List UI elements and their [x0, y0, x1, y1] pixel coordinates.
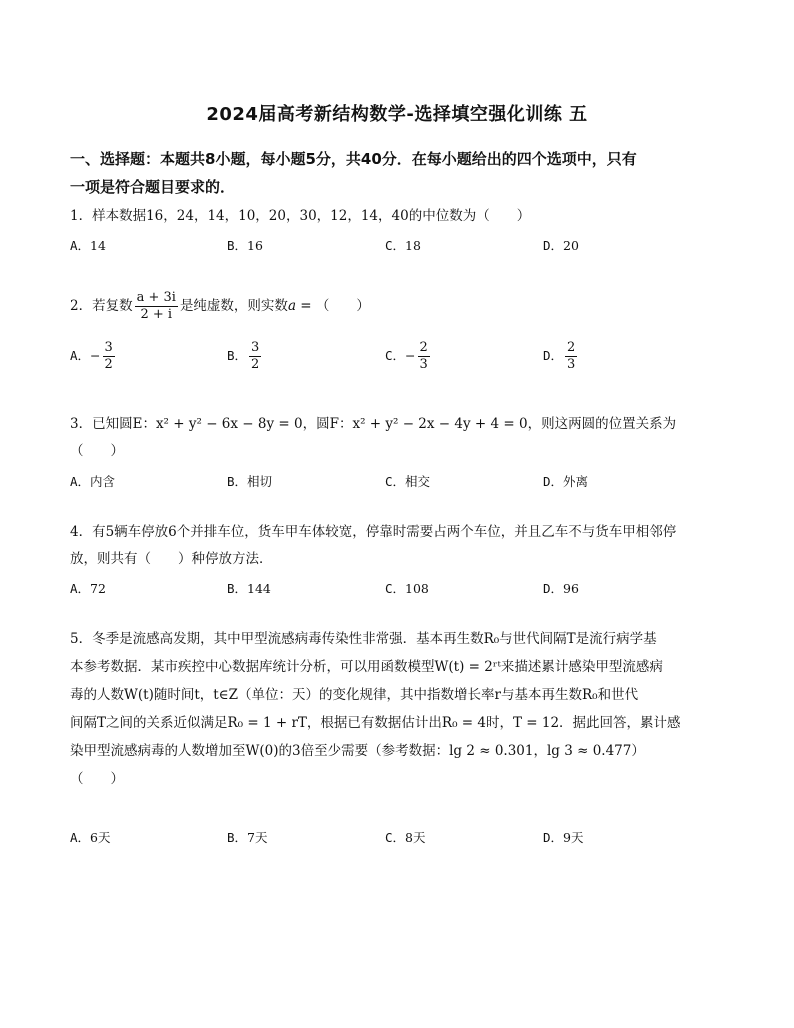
option-text: 72	[90, 581, 106, 596]
section-heading-line-1: 一、选择题：本题共8小题，每小题5分，共40分．在每小题给出的四个选项中，只有	[70, 150, 637, 168]
q5-option-a	[70, 828, 110, 846]
question-3-line-2: （ ）	[70, 443, 124, 459]
option-text: 20	[563, 238, 579, 253]
q4-option-b	[227, 579, 271, 597]
q3-option-c	[385, 472, 430, 490]
q3-option-b	[227, 472, 272, 490]
option-text: 18	[405, 238, 421, 253]
page-title: 2024届高考新结构数学-选择填空强化训练 五	[206, 104, 588, 125]
option-label: D．	[543, 348, 564, 363]
option-label: A．	[70, 581, 91, 596]
option-denominator: 3	[419, 357, 428, 372]
option-numerator: 2	[567, 340, 576, 355]
option-text: 7天	[247, 830, 268, 845]
question-1-stem	[70, 203, 730, 230]
section-heading-line-2: 一项是符合题目要求的．	[70, 178, 236, 196]
option-sign: −	[90, 348, 101, 363]
option-label: D．	[543, 238, 564, 253]
question-3-stem	[70, 411, 730, 465]
question-5-line-5: 染甲型流感病毒的人数增加至W(0)的3倍至少需要（参考数据：lg 2 ≈ 0.301，lg 3 ≈ 0.477）	[70, 743, 645, 759]
option-denominator: 3	[567, 357, 576, 372]
q1-option-a	[70, 236, 106, 254]
option-label: C．	[385, 238, 406, 253]
question-1-options	[70, 236, 730, 266]
q2-fraction	[135, 290, 178, 323]
q1-option-c	[385, 236, 421, 254]
option-denominator: 2	[251, 357, 260, 372]
option-numerator: 3	[251, 340, 260, 355]
option-text: 14	[90, 238, 106, 253]
q2-fraction-numerator: a + 3i	[136, 290, 176, 305]
option-label: C．	[385, 474, 406, 489]
option-text: 108	[405, 581, 429, 596]
q2-fraction-denominator: 2 + i	[140, 307, 173, 322]
question-4-options	[70, 579, 730, 609]
q2-prefix: 2．若复数	[70, 298, 133, 314]
option-text: 内含	[90, 474, 116, 489]
question-5-line-2: 本参考数据．某市疾控中心数据库统计分析，可以用函数模型W(t) = 2ʳᵗ来描述累计感染甲型流感病	[70, 659, 663, 675]
q2-option-a	[70, 340, 117, 373]
q2-variable: a	[287, 298, 296, 314]
q4-option-c	[385, 579, 429, 597]
option-numerator: 2	[419, 340, 428, 355]
option-label: B．	[227, 830, 248, 845]
option-label: D．	[543, 830, 564, 845]
option-label: B．	[227, 348, 248, 363]
question-2-text	[70, 290, 730, 323]
q5-option-c	[385, 828, 425, 846]
question-2-stem	[70, 290, 730, 323]
question-5-options	[70, 828, 730, 858]
question-5-line-3: 毒的人数W(t)随时间t，t∈Z（单位：天）的变化规律，其中指数增长率r与基本再生数R₀和世代	[70, 687, 639, 703]
option-text: 相切	[247, 474, 273, 489]
option-text: 6天	[90, 830, 111, 845]
option-fraction	[418, 340, 430, 373]
option-label: A．	[70, 830, 91, 845]
q1-option-d	[543, 236, 579, 254]
option-label: A．	[70, 238, 91, 253]
option-text: 9天	[563, 830, 584, 845]
option-numerator: 3	[104, 340, 113, 355]
option-denominator: 2	[104, 357, 113, 372]
option-text: 144	[247, 581, 271, 596]
option-sign: −	[405, 348, 416, 363]
question-5-line-6: （ ）	[70, 771, 124, 787]
q5-option-b	[227, 828, 267, 846]
q2-middle: 是纯虚数，则实数	[179, 298, 288, 314]
option-label: C．	[385, 348, 406, 363]
question-4-line-1: 4．有5辆车停放6个并排车位，货车甲车体较宽，停靠时需要占两个车位，并且乙车不与货车甲相邻停	[70, 524, 677, 540]
q4-option-d	[543, 579, 579, 597]
option-text: 16	[247, 238, 263, 253]
question-5-line-1: 5．冬季是流感高发期，其中甲型流感病毒传染性非常强．基本再生数R₀与世代间隔T是流行病学基	[70, 631, 657, 647]
option-label: C．	[385, 581, 406, 596]
option-fraction	[565, 340, 577, 373]
option-fraction	[249, 340, 261, 373]
question-1-text: 1．样本数据16，24，14，10，20，30，12，14，40的中位数为（ ）	[70, 208, 531, 224]
question-5-stem	[70, 625, 730, 793]
option-label: B．	[227, 238, 248, 253]
q3-option-a	[70, 472, 115, 490]
question-3-options	[70, 472, 730, 502]
question-3-line-1: 3．已知圆E：x² + y² − 6x − 8y = 0，圆F：x² + y² − 2x − 4y + 4 = 0，则这两圆的位置关系为	[70, 416, 677, 432]
option-label: D．	[543, 474, 564, 489]
option-fraction	[103, 340, 115, 373]
q2-suffix: = （ ）	[296, 298, 370, 314]
question-4-line-2: 放，则共有（ ）种停放方法．	[70, 551, 273, 567]
q2-option-b	[227, 340, 263, 373]
q3-option-d	[543, 472, 588, 490]
question-2-options	[70, 340, 730, 378]
option-text: 96	[563, 581, 579, 596]
option-label: B．	[227, 474, 248, 489]
option-label: A．	[70, 348, 91, 363]
option-label: D．	[543, 581, 564, 596]
q4-option-a	[70, 579, 106, 597]
q2-option-d	[543, 340, 579, 373]
option-label: B．	[227, 581, 248, 596]
option-text: 外离	[563, 474, 589, 489]
section-heading	[70, 145, 730, 201]
q5-option-d	[543, 828, 583, 846]
q1-option-b	[227, 236, 263, 254]
option-text: 相交	[405, 474, 431, 489]
option-label: C．	[385, 830, 406, 845]
question-5-line-4: 间隔T之间的关系近似满足R₀ = 1 + rT，根据已有数据估计出R₀ = 4时，T = 12．据此回答，累计感	[70, 715, 681, 731]
q2-option-c	[385, 340, 432, 373]
question-4-stem	[70, 519, 730, 573]
option-label: A．	[70, 474, 91, 489]
option-text: 8天	[405, 830, 426, 845]
